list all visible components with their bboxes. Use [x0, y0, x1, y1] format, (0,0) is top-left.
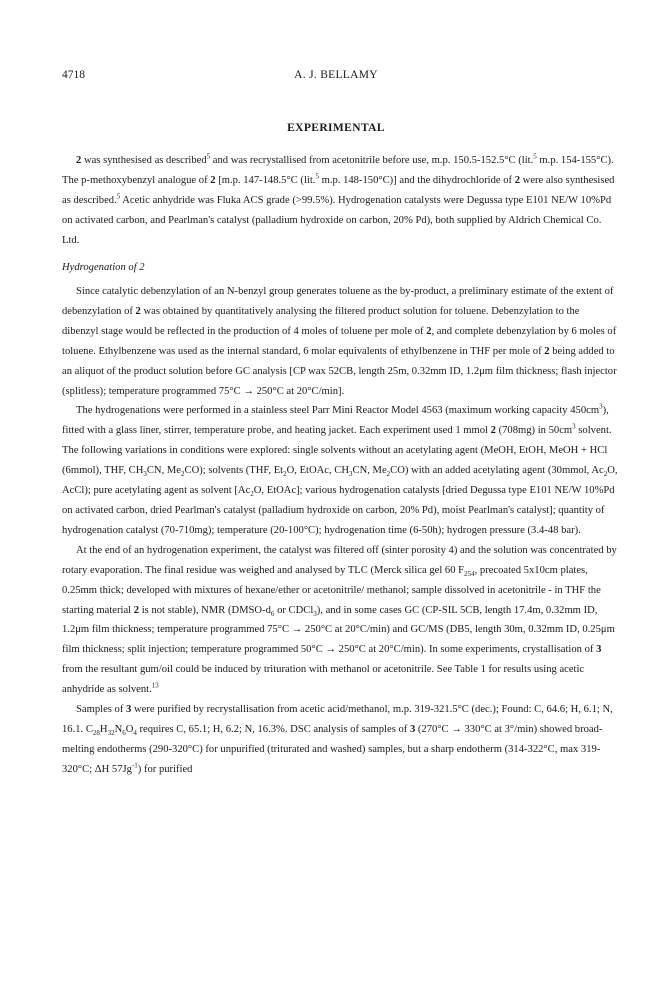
running-head: A. J. BELLAMY — [294, 69, 378, 81]
paragraph: The hydrogenations were performed in a stainless steel Parr Mini Reactor Model 4563 (maximum working capacity $450cm^3$), fitted with a glass liner, stirrer, temperature probe, and heating jacket. Each experiment used 1 mmol 2 (708mg) in $50cm^3$ solvent. The following variations in conditions were explored: single solvents without an acetylating agent (MeOH, EtOH, MeOH + HCl (6mmol), THF, $CH_3CN$, $Me_2CO$); solvents (THF, $Et_2O$, EtOAc, $CH_3CN$, $Me_2CO$) with an added acetylating agent (30mmol, $Ac_2O$, AcCl); pure acetylating agent as solvent [$Ac_2O$, EtOAc]; various hydrogenation catalysts [dried Degussa type E101 NE/W 10%Pd on activated carbon, dried Pearlman's catalyst (palladium hydroxide on carbon, 20% Pd), moist Pearlman's catalyst]; quantity of hydrogenation catalyst (70-710mg); temperature (20-100°C); hydrogenation time (6-50h); hydrogen pressure (3.4-48 bar). — [62, 402, 618, 536]
section-heading: EXPERIMENTAL — [287, 122, 385, 134]
paragraph: Samples of 3 were purified by recrystallisation from acetic acid/methanol, m.p. 319-321.5°C (dec.); Found: C, 64.6; H, 6.1; N, 16.1. $C_{28}H_{32}N_6O_4$ requires C, 65.1; H, 6.2; N, 16.3%. DSC analysis of samples of 3 (270°C → 330°C at 3°/min) showed broad-melting endotherms (290-320°C) for unpurified (triturated and washed) samples, but a sharp endotherm (314-322°C, max 319-320°C; ΔH $57Jg^{-1}$) for purified — [62, 704, 613, 775]
paragraph: At the end of an hydrogenation experiment, the catalyst was filtered off (sinter porosity 4) and the solution was concentrated by rotary evaporation. The final residue was weighed and analysed by TLC (Merck silica gel 60 $F_{254}$, precoated 5x10cm plates, 0.25mm thick; developed with mixtures of hexane/ether or acetonitrile/ methanol; sample dissolved in acetonitrile - in THF the starting material 2 is not stable), NMR ($DMSO-d_6$ or CDCl$_3$), and in some cases GC (CP-SIL 5CB, length 17.4m, 0.32mm ID, 1.2μm film thickness; temperature programmed 75°C → 250°C at 20°C/min) and GC/MS (DB5, length 30m, 0.32mm ID, 0.25μm film thickness; split injection; temperature programmed 50°C → 250°C at 20°C/min). In some experiments, crystallisation of 3 from the resultant gum/oil could be induced by trituration with methanol or acetonitrile. See Table 1 for results using acetic anhydride as solvent.$^{13}$ — [62, 544, 617, 696]
body-text-block — [62, 282, 618, 780]
subheading: Hydrogenation of 2 — [62, 262, 145, 273]
intro-paragraph-block — [62, 151, 618, 251]
paragraph: Since catalytic debenzylation of an N-benzyl group generates toluene as the by-product, a preliminary estimate of the extent of debenzylation of 2 was obtained by quantitatively analysing the filtered product solution for toluene. Debenzylation to the dibenzyl stage would be reflected in the production of 4 moles of toluene per mole of 2, and complete debenzylation by 6 moles of toluene. Ethylbenzene was used as the internal standard, 6 molar equivalents of ethylbenzene in THF per mole of 2 being added to an aliquot of the product solution before GC analysis [CP wax 52CB, length 25m, 0.32mm ID, 1.2μm film thickness; flash injector (splitless); temperature programmed 75°C → 250°C at 20°C/min]. — [62, 286, 617, 397]
paragraph: 2 was synthesised as described$^5$ and was recrystallised from acetonitrile before use, m.p. 150.5-152.5°C (lit.$^5$ m.p. 154-155°C). The p-methoxybenzyl analogue of 2 [m.p. 147-148.5°C (lit.$^5$ m.p. 148-150°C)] and the dihydrochloride of 2 were also synthesised as described.$^5$ Acetic anhydride was Fluka ACS grade (>99.5%). Hydrogenation catalysts were Degussa type E101 NE/W 10%Pd on activated carbon, and Pearlman's catalyst (palladium hydroxide on carbon, 20% Pd), both supplied by Aldrich Chemical Co. Ltd. — [62, 152, 615, 246]
page-number: 4718 — [62, 69, 85, 81]
